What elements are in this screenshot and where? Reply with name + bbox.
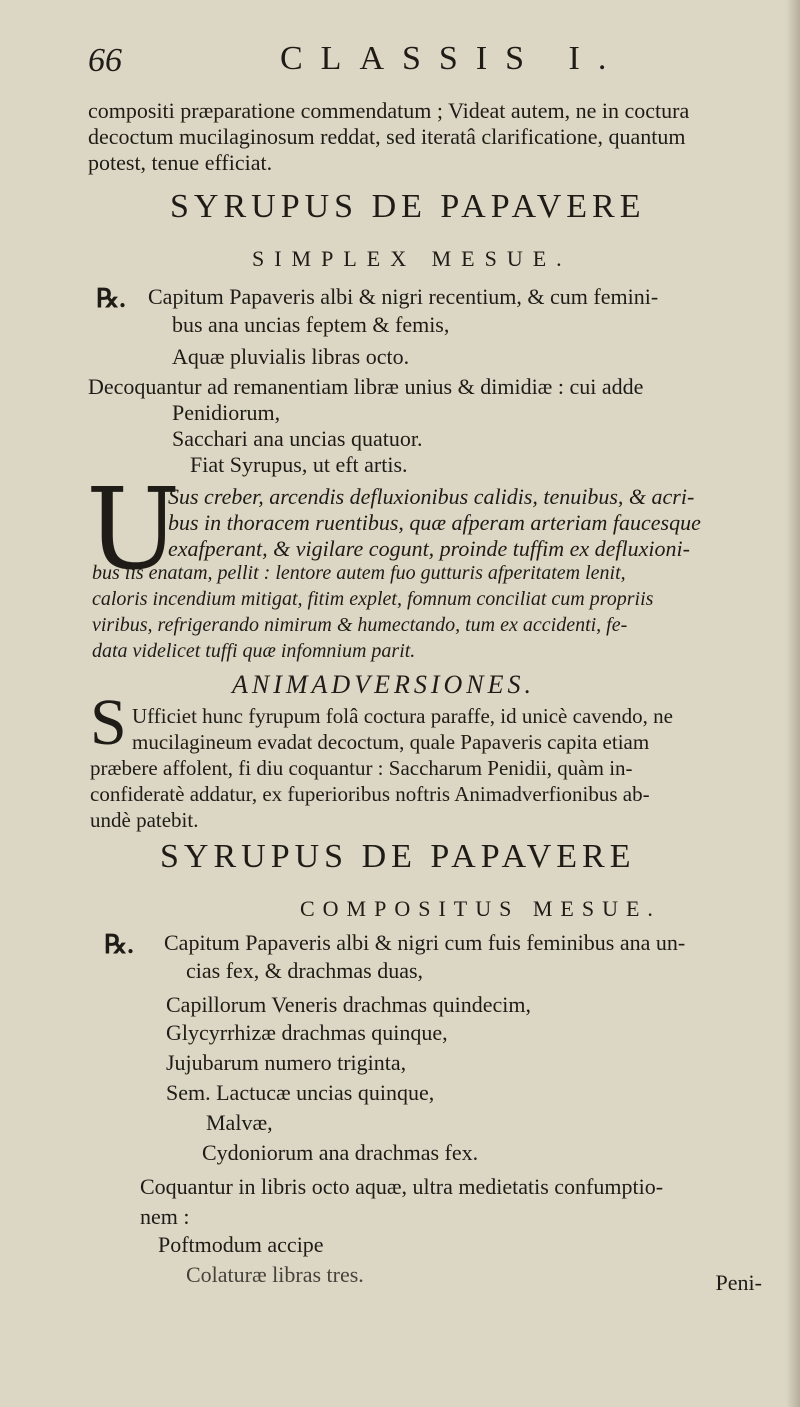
- usus-line: exafperant, & vigilare cogunt, proinde tuffim ex defluxioni-: [168, 536, 690, 561]
- recipe-line: Jujubarum numero triginta,: [166, 1050, 407, 1075]
- section-subtitle: SIMPLEX MESUE.: [252, 246, 572, 271]
- recipe-line: Coquantur in libris octo aquæ, ultra medietatis confumptio-: [140, 1174, 664, 1199]
- recipe-line: Malvæ,: [206, 1110, 273, 1135]
- drop-capital: S: [90, 686, 127, 759]
- recipe-line: Capillorum Veneris drachmas quindecim,: [166, 992, 531, 1017]
- recipe-line: Poftmodum accipe: [158, 1232, 324, 1257]
- recipe-line: bus ana uncias feptem & femis,: [172, 312, 450, 337]
- usus-line: bus iis enatam, pellit : lentore autem fuo gutturis afperitatem lenit,: [92, 562, 626, 584]
- recipe-line: Fiat Syrupus, ut eft artis.: [190, 452, 408, 477]
- intro-line: potest, tenue efficiat.: [88, 150, 273, 175]
- usus-line: bus in thoracem ruentibus, quæ afperam arteriam faucesque: [168, 510, 701, 535]
- recipe-line: Sem. Lactucæ uncias quinque,: [166, 1080, 435, 1105]
- usus-line: viribus, refrigerando nimirum & humectando, tum ex accidenti, fe-: [92, 614, 628, 636]
- usus-line: caloris incendium mitigat, fitim explet, fomnum conciliat cum propriis: [92, 588, 654, 610]
- note-line: undè patebit.: [90, 808, 199, 832]
- catchword: Peni-: [715, 1270, 762, 1295]
- page-edge-shadow: [786, 0, 800, 1407]
- intro-line: decoctum mucilaginosum reddat, sed iteratâ clarificatione, quantum: [88, 124, 686, 149]
- page-number: 66: [88, 42, 122, 79]
- recipe-line: Colaturæ libras tres.: [186, 1262, 364, 1287]
- recipe-line: Capitum Papaveris albi & nigri cum fuis feminibus ana un-: [164, 930, 686, 955]
- animadversiones-heading: ANIMADVERSIONES.: [232, 670, 536, 699]
- recipe-line: Sacchari ana uncias quatuor.: [172, 426, 423, 451]
- recipe-line: Cydoniorum ana drachmas fex.: [202, 1140, 479, 1165]
- running-title: CLASSIS I.: [280, 40, 625, 77]
- recipe-symbol: ℞.: [96, 284, 126, 313]
- recipe-line: nem :: [140, 1204, 190, 1229]
- note-line: præbere affolent, fi diu coquantur : Saccharum Penidii, quàm in-: [90, 756, 633, 780]
- usus-line: data videlicet tuffi quæ infomnium parit.: [92, 640, 416, 662]
- recipe-line: Aquæ pluvialis libras octo.: [172, 344, 410, 369]
- note-line: Ufficiet hunc fyrupum folâ coctura paraffe, id unicè cavendo, ne: [132, 704, 673, 728]
- usus-line: Sus creber, arcendis defluxionibus calidis, tenuibus, & acri-: [168, 484, 695, 509]
- note-line: mucilagineum evadat decoctum, quale Papaveris capita etiam: [132, 730, 650, 754]
- drop-capital: U: [86, 465, 181, 595]
- section-title: SYRUPUS DE PAPAVERE: [170, 188, 646, 225]
- section-subtitle: COMPOSITUS MESUE.: [300, 896, 661, 921]
- intro-line: compositi præparatione commendatum ; Videat autem, ne in coctura: [88, 98, 690, 123]
- section-title: SYRUPUS DE PAPAVERE: [160, 838, 636, 875]
- recipe-line: cias fex, & drachmas duas,: [186, 958, 424, 983]
- recipe-line: Decoquantur ad remanentiam libræ unius & dimidiæ : cui adde: [88, 374, 644, 399]
- recipe-symbol: ℞.: [104, 930, 134, 959]
- recipe-line: Capitum Papaveris albi & nigri recentium, & cum femini-: [148, 284, 659, 309]
- recipe-line: Penidiorum,: [172, 400, 281, 425]
- note-line: confideratè addatur, ex fuperioribus noftris Animadverfionibus ab-: [90, 782, 650, 806]
- recipe-line: Glycyrrhizæ drachmas quinque,: [166, 1020, 448, 1045]
